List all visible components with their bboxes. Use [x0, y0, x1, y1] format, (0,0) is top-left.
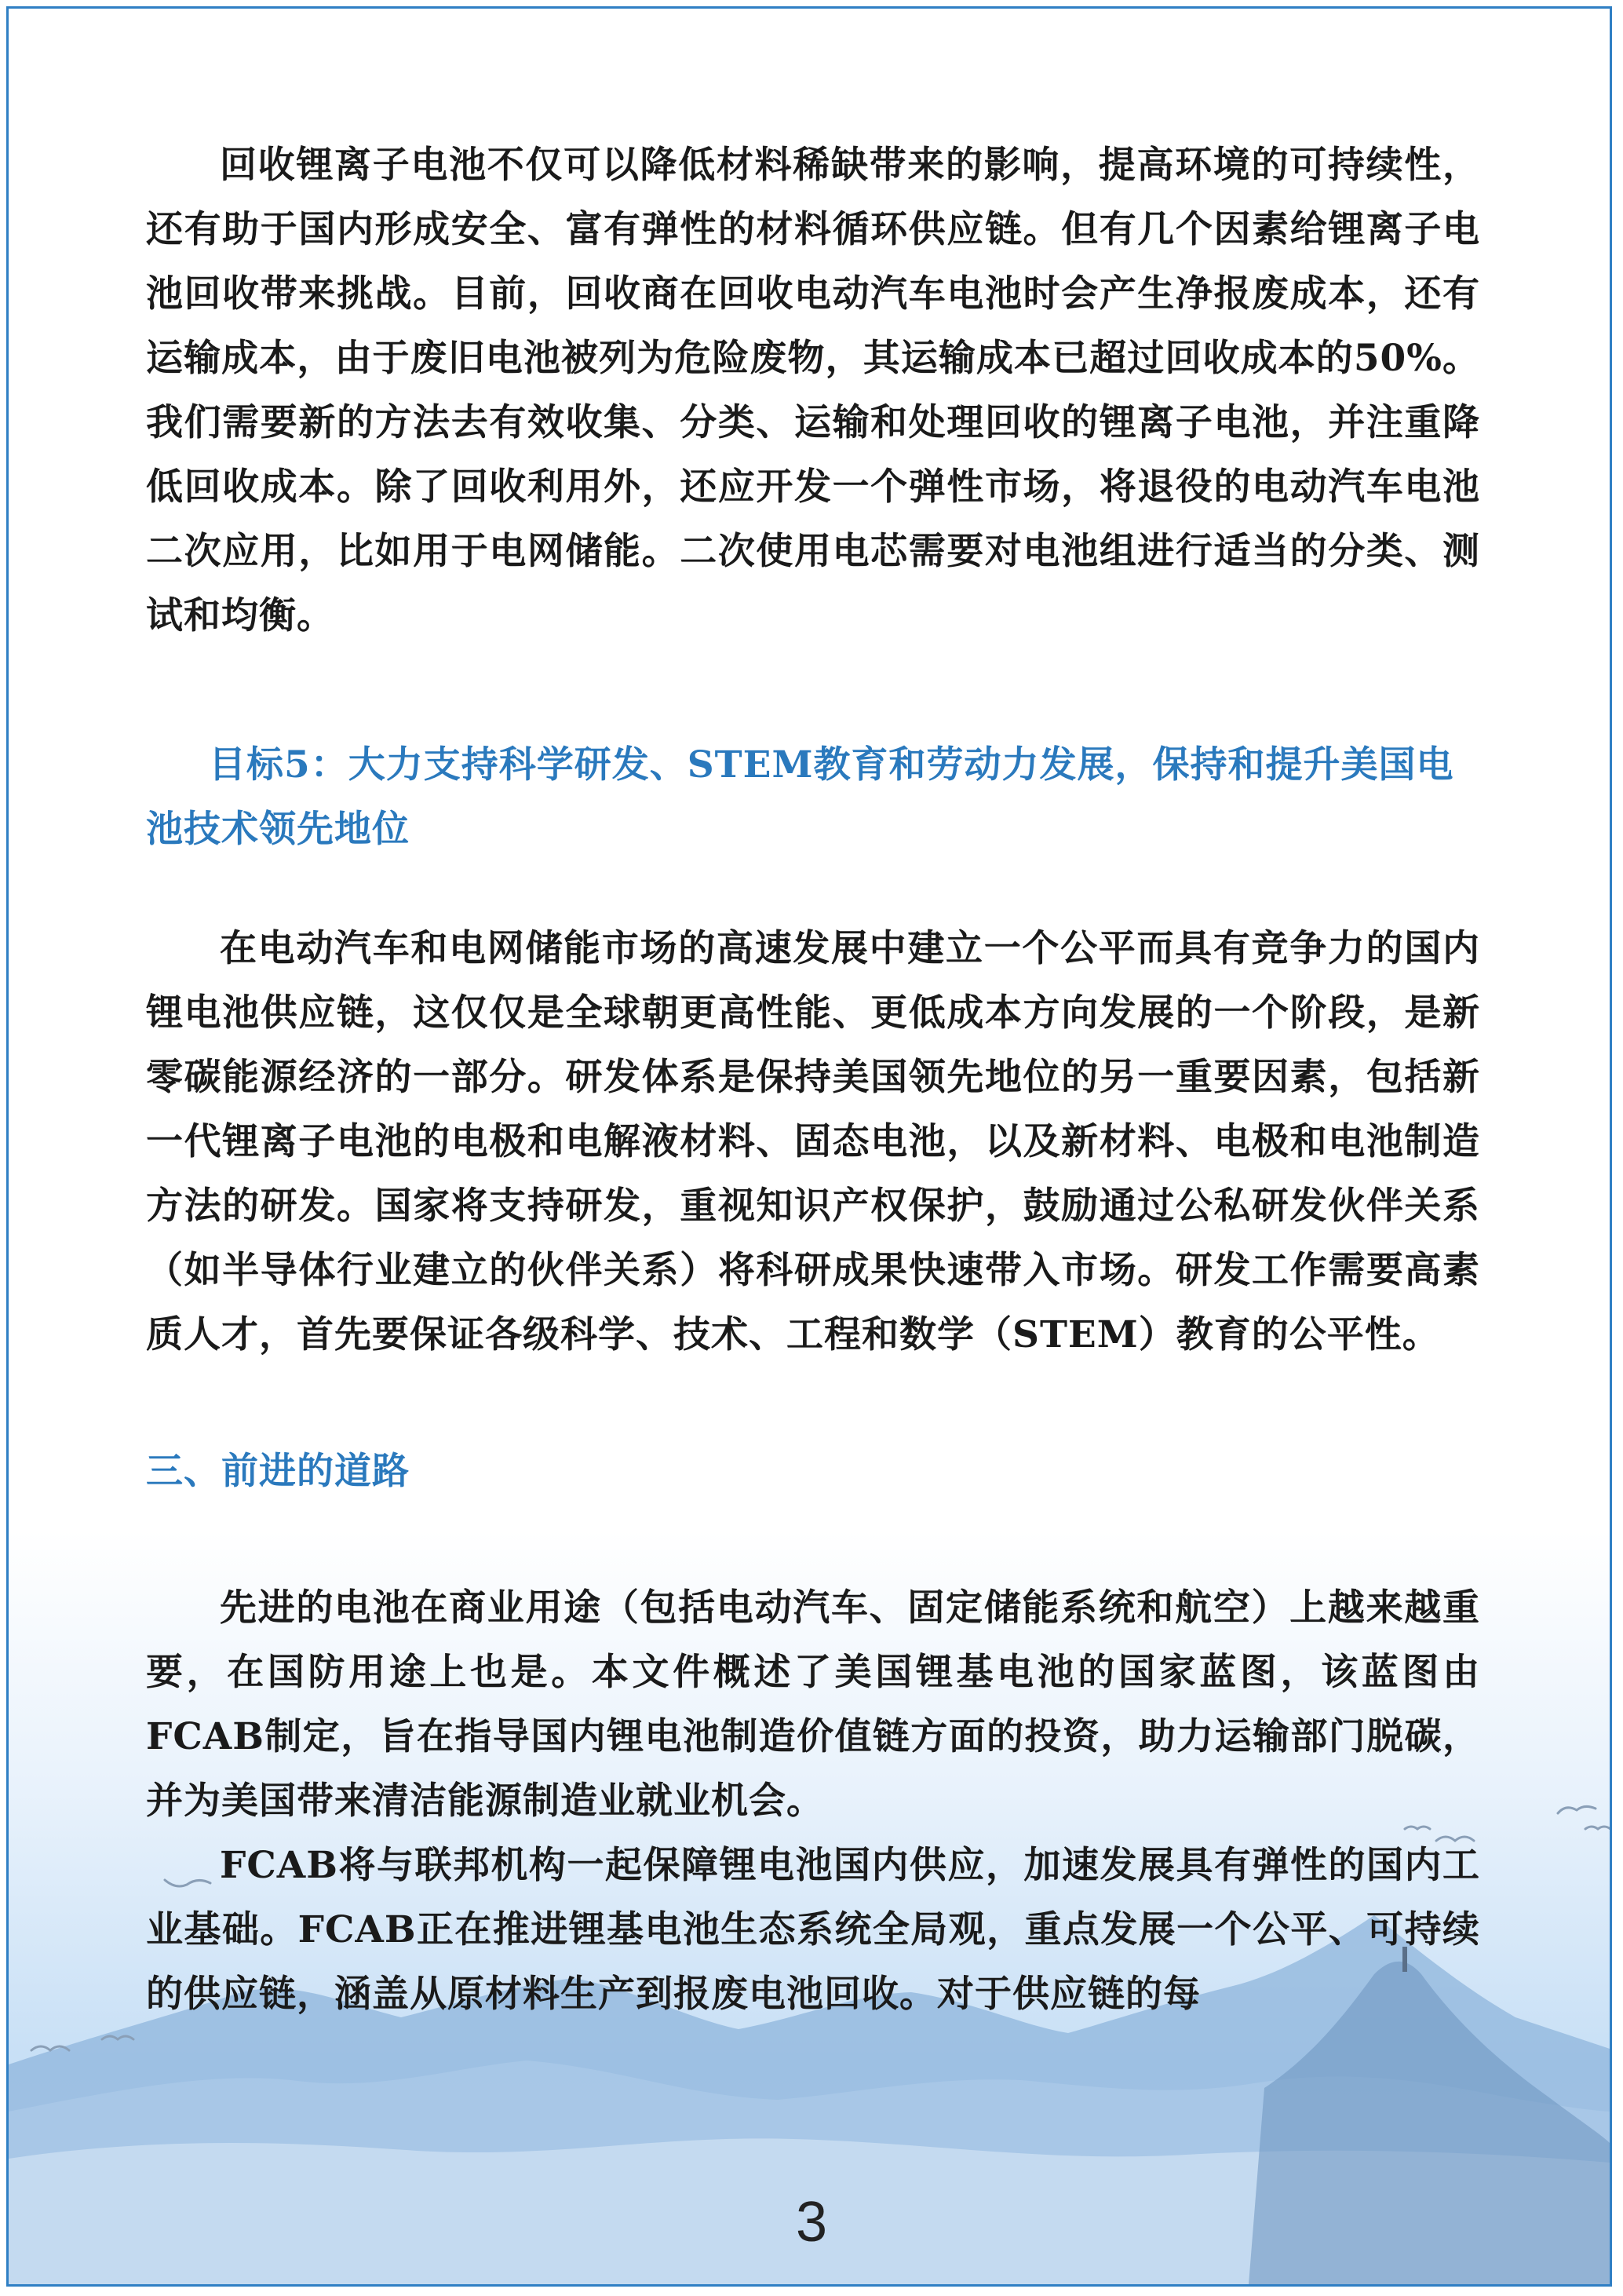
paragraph-rd-stem: 在电动汽车和电网储能市场的高速发展中建立一个公平而具有竞争力的国内锂电池供应链，这仅仅是全球朝更高性能、更低成本方向发展的一个阶段，是新零碳能源经济的一部分。研发体系是保持美国领先地位的另一重要因素，包括新一代锂离子电池的电极和电解液材料、固态电池，以及新材料、电极和电池制造方法的研发。国家将支持研发，重视知识产权保护，鼓励通过公私研发伙伴关系（如半导体行业建立的伙伴关系）将科研成果快速带入市场。研发工作需要高素质人才，首先要保证各级科学、技术、工程和数学（STEM）教育的公平性。	[146, 927, 1480, 1356]
page-number: 3	[795, 2191, 828, 2254]
section3-heading: 三、前进的道路	[146, 1450, 410, 1493]
main-text-column	[146, 133, 1480, 2027]
paragraph-battery-recycling: 回收锂离子电池不仅可以降低材料稀缺带来的影响，提高环境的可持续性，还有助于国内形成安全、富有弹性的材料循环供应链。但有几个因素给锂离子电池回收带来挑战。目前，回收商在回收电动汽车电池时会产生净报废成本，还有运输成本，由于废旧电池被列为危险废物，其运输成本已超过回收成本的50%。我们需要新的方法去有效收集、分类、运输和处理回收的锂离子电池，并注重降低回收成本。除了回收利用外，还应开发一个弹性市场，将退役的电动汽车电池二次应用，比如用于电网储能。二次使用电芯需要对电池组进行适当的分类、测试和均衡。	[146, 144, 1480, 637]
paragraph-fcab-supply: FCAB将与联邦机构一起保障锂电池国内供应，加速发展具有弹性的国内工业基础。FCAB正在推进锂基电池生态系统全局观，重点发展一个公平、可持续的供应链，涵盖从原材料生产到报废电池回收。对于供应链的每	[146, 1844, 1480, 2016]
paragraph-advanced-batteries: 先进的电池在商业用途（包括电动汽车、固定储能系统和航空）上越来越重要，在国防用途上也是。本文件概述了美国锂基电池的国家蓝图，该蓝图由FCAB制定，旨在指导国内锂电池制造价值链方面的投资，助力运输部门脱碳，并为美国带来清洁能源制造业就业机会。	[146, 1586, 1480, 1823]
goal5-heading: 目标5：大力支持科学研发、STEM教育和劳动力发展，保持和提升美国电池技术领先地位	[146, 743, 1454, 851]
